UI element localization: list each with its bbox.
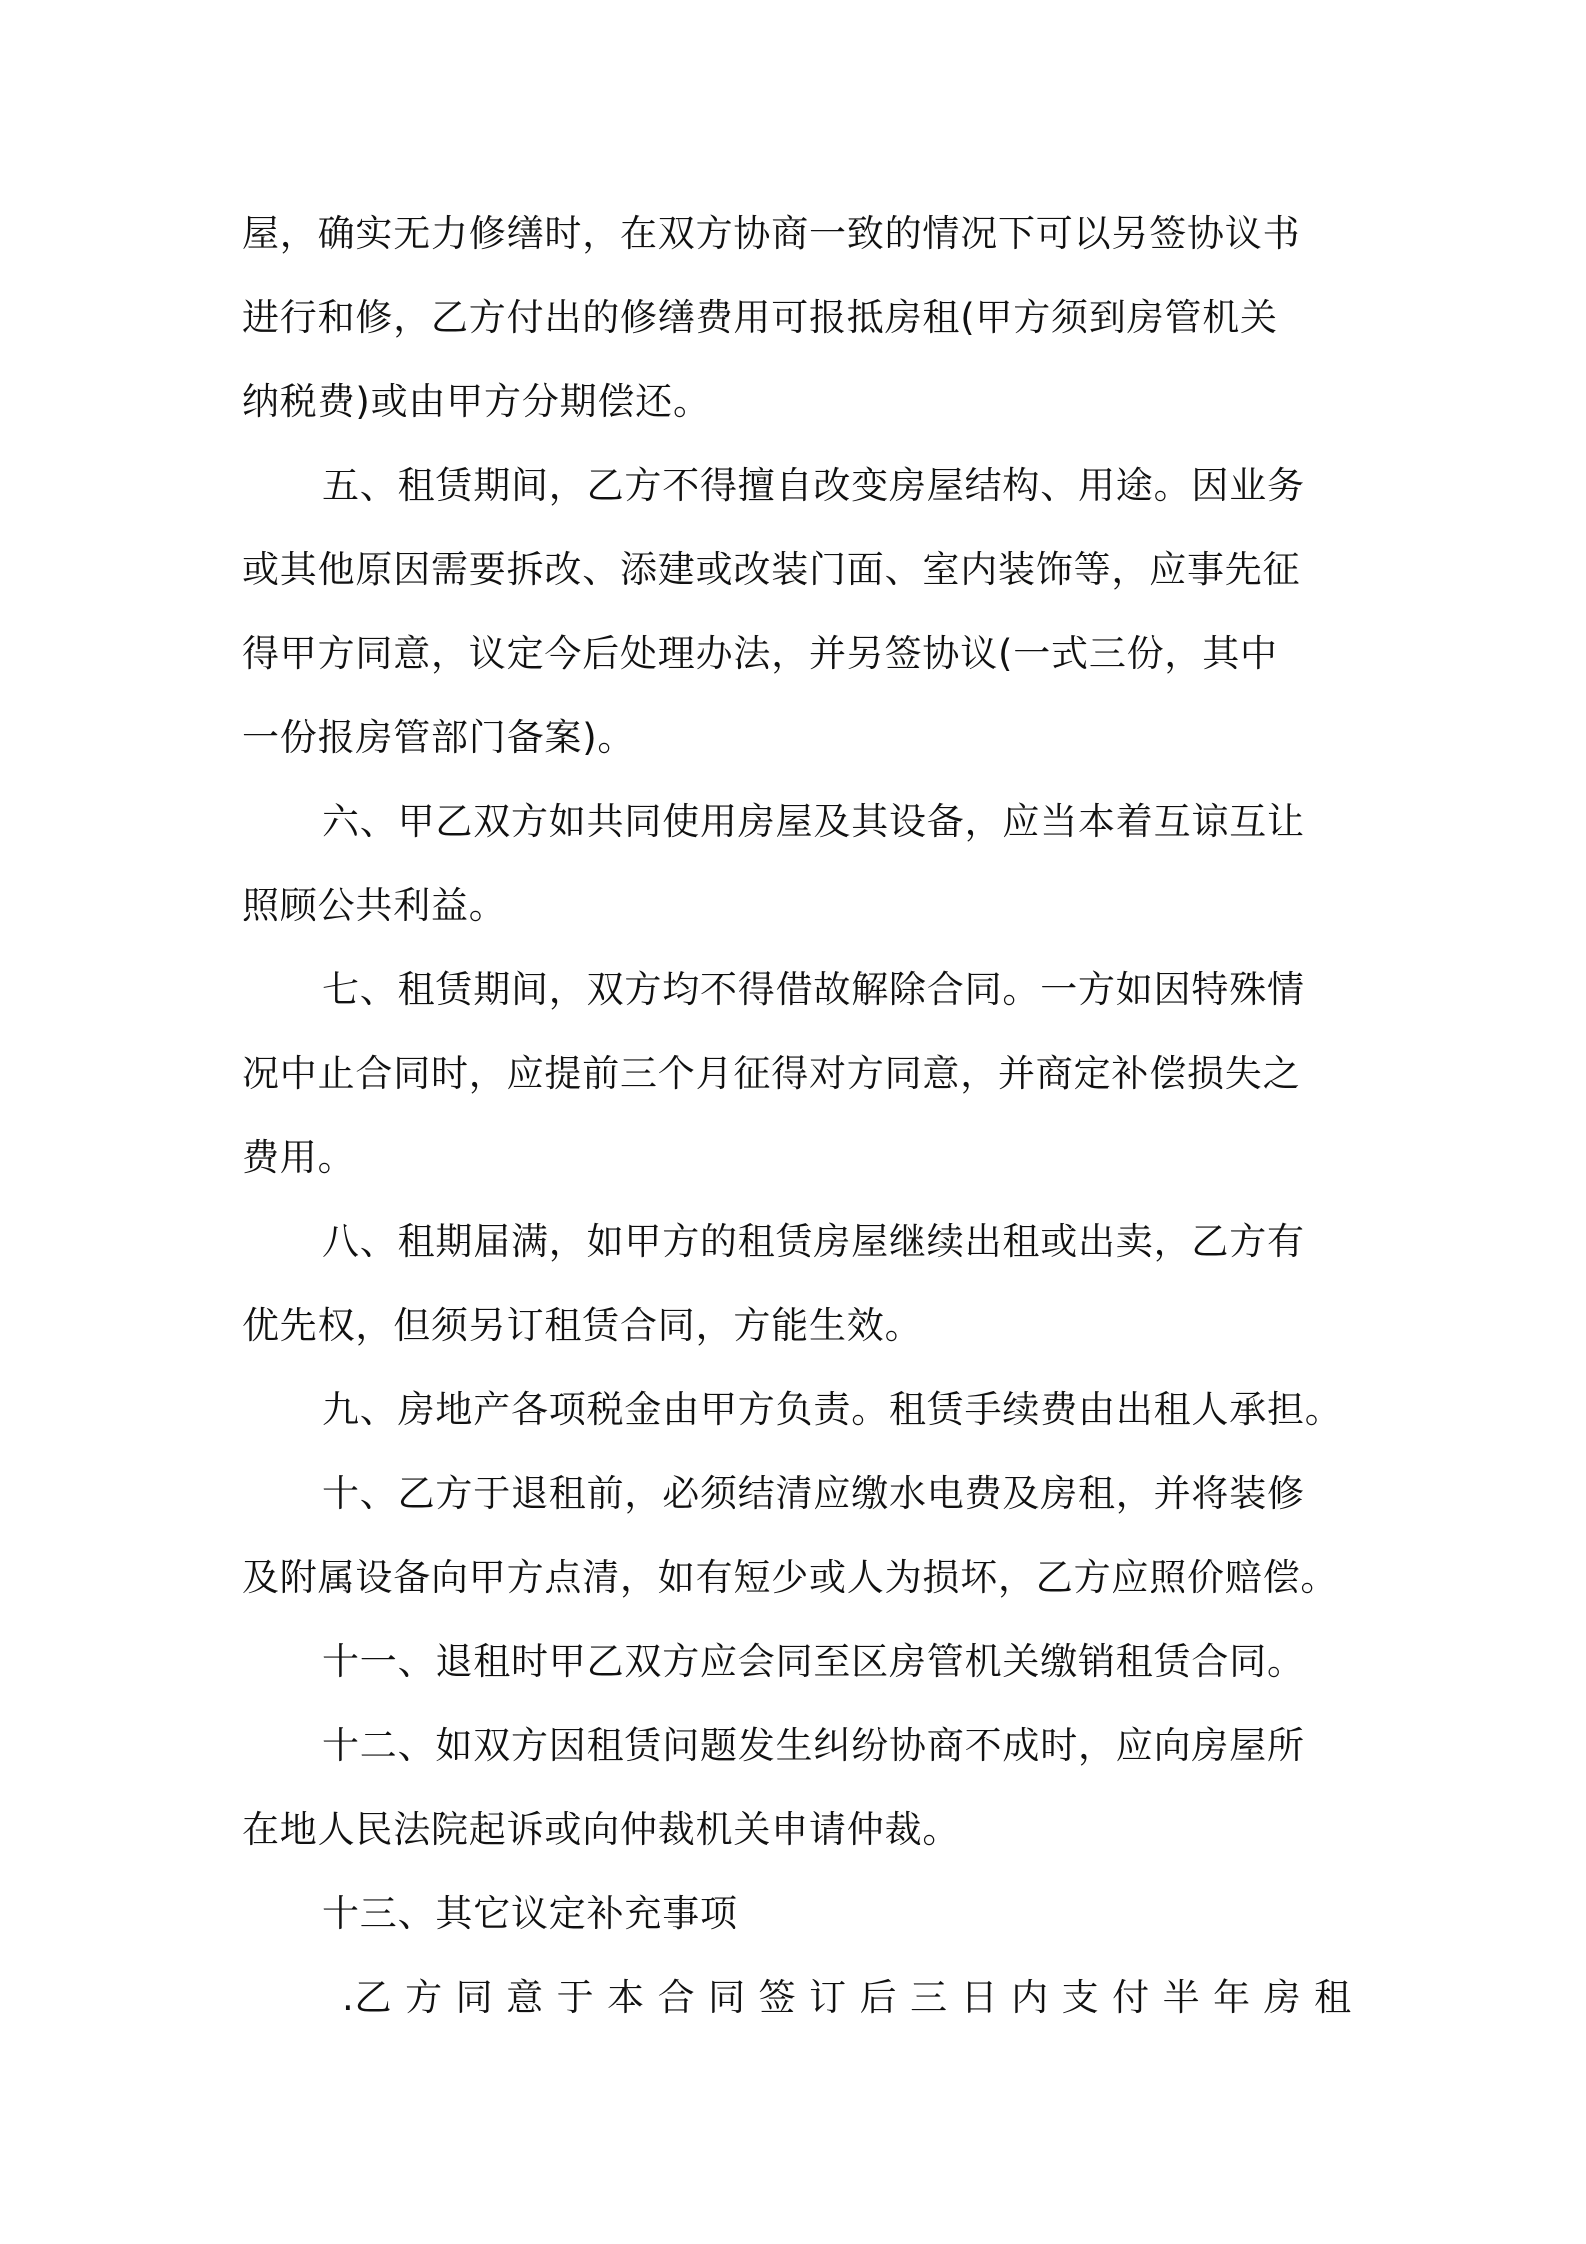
- text-line: 八、租期届满，如甲方的租赁房屋继续出租或出卖，乙方有: [322, 1220, 1305, 1263]
- text-line: 进行和修，乙方付出的修缮费用可报抵房租(甲方须到房管机关: [242, 296, 1278, 339]
- clause-13: [242, 1872, 1352, 1956]
- clause-10: [242, 1452, 1352, 1620]
- clause-5: [242, 444, 1352, 780]
- text-line: 及附属设备向甲方点清，如有短少或人为损坏，乙方应照价赔偿。: [242, 1556, 1339, 1599]
- text-line: 或其他原因需要拆改、添建或改装门面、室内装饰等，应事先征: [242, 548, 1301, 591]
- text-line: 照顾公共利益。: [242, 884, 507, 927]
- final-line-char: 签: [758, 1976, 797, 2019]
- final-line-char: 合: [657, 1976, 696, 2019]
- final-line-char: 同: [455, 1976, 494, 2019]
- final-line-char: 三: [910, 1976, 948, 2019]
- final-line-char: 后: [859, 1976, 898, 2019]
- final-line-char: 于: [556, 1976, 595, 2019]
- text-line: 七、租赁期间，双方均不得借故解除合同。一方如因特殊情: [322, 968, 1305, 1011]
- clause-8: [242, 1200, 1352, 1368]
- text-line: 优先权，但须另订租赁合同，方能生效。: [242, 1304, 923, 1347]
- text-line: 纳税费)或由甲方分期偿还。: [242, 380, 711, 423]
- text-line: 五、租赁期间，乙方不得擅自改变房屋结构、用途。因业务: [322, 464, 1305, 507]
- final-line-char: 意: [506, 1976, 544, 2019]
- final-line-char: 租: [1314, 1976, 1352, 2019]
- final-line-char: 方: [405, 1976, 443, 2019]
- clause-12: [242, 1704, 1352, 1872]
- clause-11: [242, 1620, 1352, 1704]
- final-line: [242, 1956, 1352, 2040]
- text-line: 十二、如双方因租赁问题发生纠纷协商不成时，应向房屋所: [322, 1724, 1305, 1767]
- final-line-char: 订: [809, 1976, 847, 2019]
- text-line: 十、乙方于退租前，必须结清应缴水电费及房租，并将装修: [322, 1472, 1305, 1515]
- final-line-char: 同: [708, 1976, 746, 2019]
- text-line: 十三、其它议定补充事项: [322, 1892, 738, 1935]
- clause-7: [242, 948, 1352, 1200]
- text-line: 在地人民法院起诉或向仲裁机关申请仲裁。: [242, 1808, 961, 1851]
- final-line-char: 本: [607, 1976, 645, 2019]
- clause-6: [242, 780, 1352, 948]
- text-line: 费用。: [242, 1136, 356, 1179]
- text-line: 九、房地产各项税金由甲方负责。租赁手续费由出租人承担。: [322, 1388, 1343, 1431]
- final-line-char: 付: [1112, 1976, 1150, 2019]
- final-line-char: .乙: [342, 1976, 393, 2019]
- text-line: 一份报房管部门备案)。: [242, 716, 636, 759]
- text-line: 十一、退租时甲乙双方应会同至区房管机关缴销租赁合同。: [322, 1640, 1305, 1683]
- text-line: 六、甲乙双方如共同使用房屋及其设备，应当本着互谅互让: [322, 800, 1305, 843]
- clause-9: [242, 1368, 1352, 1452]
- final-line-char: 半: [1162, 1976, 1201, 2019]
- final-line-char: 支: [1061, 1976, 1100, 2019]
- text-line: 况中止合同时，应提前三个月征得对方同意，并商定补偿损失之: [242, 1052, 1301, 1095]
- text-line: 得甲方同意，议定今后处理办法，并另签协议(一式三份，其中: [242, 632, 1278, 675]
- text-line: 屋，确实无力修缮时，在双方协商一致的情况下可以另签协议书: [242, 212, 1301, 255]
- paragraph-continued: [242, 192, 1352, 444]
- final-line-char: 房: [1263, 1976, 1302, 2019]
- document-body: [242, 192, 1352, 2040]
- final-line-char: 内: [1011, 1976, 1049, 2019]
- final-line-char: 年: [1213, 1976, 1251, 2019]
- final-line-char: 日: [960, 1976, 999, 2019]
